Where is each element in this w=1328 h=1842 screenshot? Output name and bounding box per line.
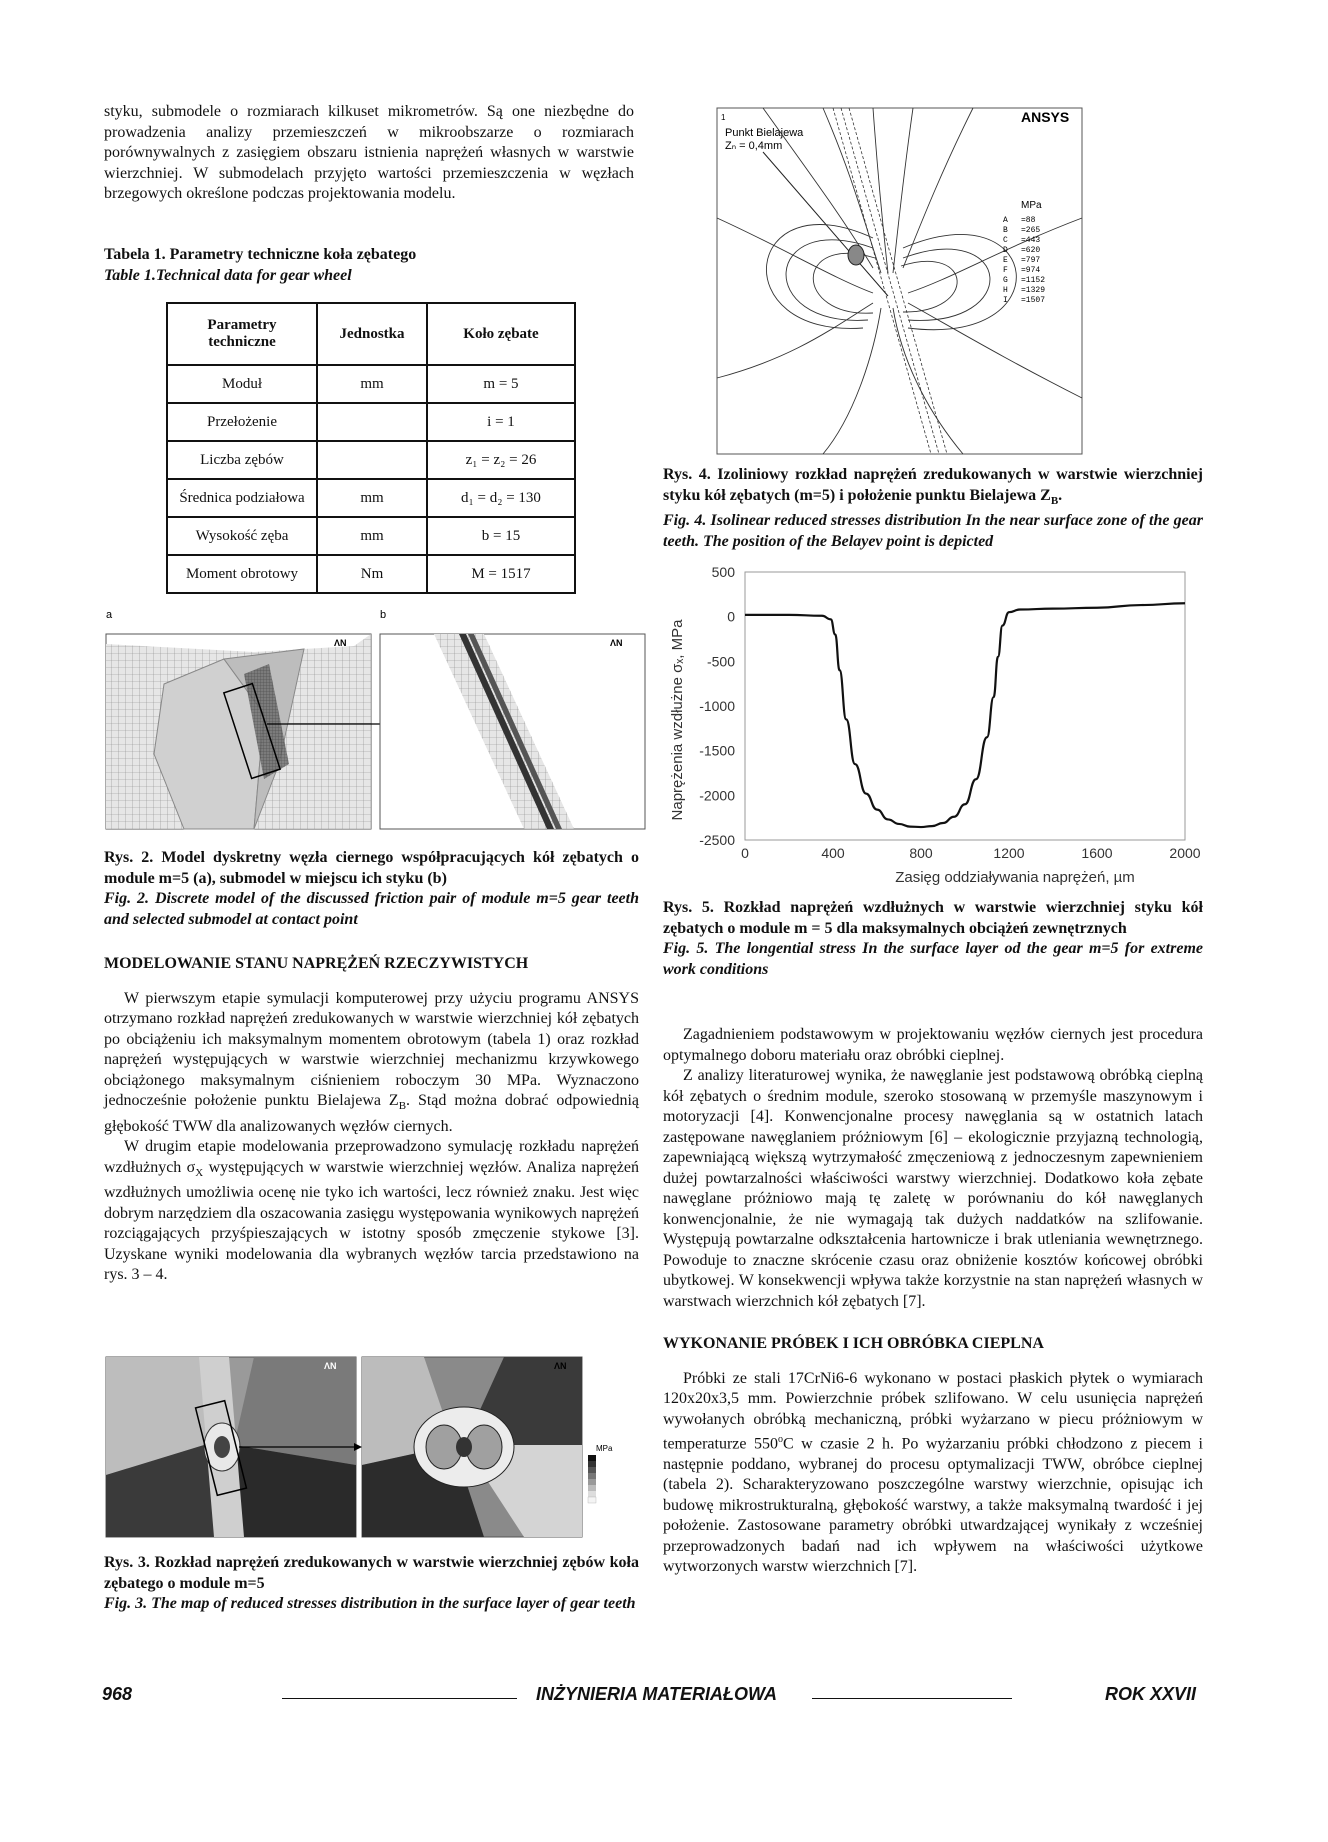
right-p3-text-a: Próbki ze stali 17CrNi6-6 wykonano w postaci płaskich płytek o wymiarach 120x20x3,5 mm. Powierzchnie próbek szlifowano. W celu usunięcia naprężeń wywołanych obróbką mechaniczną, próbki wyżarzano w piecu próżniowym w temperaturze 550	[663, 1369, 1203, 1453]
table-cell: Średnica podziałowa	[167, 479, 317, 517]
table-cell	[317, 403, 427, 441]
legend-key: F	[1003, 266, 1008, 275]
section-modelowanie	[104, 954, 639, 1286]
table-row	[167, 555, 575, 593]
table1-caption-en: Table 1.Technical data for gear wheel	[104, 266, 352, 284]
stress-series-line	[745, 603, 1185, 827]
legend-key: E	[1003, 256, 1008, 265]
legend-key: G	[1003, 276, 1008, 285]
fig5-caption-en: Fig. 5. The longential stress In the surface layer od the gear m=5 for extreme work conditions	[663, 940, 1203, 978]
svg-text:ΛN: ΛN	[554, 1361, 567, 1371]
right-paragraph-2: Z analizy literaturowej wynika, że nawęglanie jest podstawową obróbką cieplną kół zębatych o średnim module, szeroko stosowaną w przemyśle maszynowym i motoryzacji [4]. Konwencjonalne procesy nawęglania są w ostatnich latach zastępowane nawęglaniem próżniowym [6] – ekologicznie przyjazną technologią, zapewniającą większą wytrzymałość zmęczeniową z jednoczesnym zapewnieniem dużej powtarzalności właściwości warstwy wierzchniej. Dodatkowo koła zębate nawęglane próżniowo mają tę zaletę w porównaniu do kół nawęglanych konwencjonalnie, że nie wymagają tak dużych naddatków na szlifowanie. Występują powtarzalne odkształcenia hartownicze i brak utleniania wewnętrznego. Powoduje to znaczne skrócenie czasu oraz obniżenie kosztów końcowej obróbki ubytkowej. W konsekwencji wpływa także korzystnie na stan naprężeń własnych w warstwach wierzchnich kół zębatych [7].	[663, 1067, 1203, 1310]
legend-key: C	[1003, 236, 1008, 245]
y-tick-labels	[699, 564, 735, 848]
fig5-caption-pl: Rys. 5. Rozkład naprężeń wzdłużnych w warstwie wierzchniej styku kół zębatych o module m = 5 dla maksymalnych obciążeń zewnętrznych	[663, 899, 1203, 937]
fig3-caption-en: Fig. 3. The map of reduced stresses distribution in the surface layer of gear teeth	[104, 1595, 636, 1612]
figure-2-graphic	[104, 604, 649, 834]
section1-p1-text-a: W pierwszym etapie symulacji komputerowej przy użyciu programu ANSYS otrzymano rozkład naprężeń zredukowanych w warstwie wierzchniej kół zębatych po obciążeniu ich maksymalnym momentem obrotowym (tabela 1) oraz rozkład naprężeń występujących w warstwie wierzchniej mechanizmu krzywkowego obciążonego maksymalnym ciśnieniem roboczym 30 MPa. Wyznaczono jednocześnie położenie punktu Bielajewa Z	[104, 989, 639, 1109]
table-cell: z₁ = z₂ = 26	[427, 441, 575, 479]
page-footer	[102, 1680, 1202, 1710]
legend-value: =265	[1021, 226, 1041, 235]
table1-caption-pl: Tabela 1. Parametry techniczne koła zębatego	[104, 246, 417, 263]
x-tick-labels	[741, 845, 1200, 861]
section1-p1-text-b: . Stąd można dobrać odpowiednią głębokość TWW dla analizowanych węzłów ciernych.	[104, 1092, 639, 1135]
fig4-caption-en: Fig. 4. Isolinear reduced stresses distribution In the near surface zone of the gear teeth. The position of the Belayev point is depicted	[663, 512, 1203, 550]
technical-data-table	[166, 302, 576, 594]
fig3-legend-title: MPa	[596, 1444, 613, 1453]
table-cell: d₁ = d₂ = 130	[427, 479, 575, 517]
intro-paragraph	[104, 102, 634, 205]
fig3-color-legend	[588, 1455, 596, 1503]
fig4-caption-pl-b: .	[1058, 486, 1063, 504]
section1-p2-text-a: W drugim etapie modelowania przeprowadzono symulację rozkładu naprężeń wzdłużnych σ	[104, 1138, 639, 1176]
fig4-caption-pl-a: Rys. 4. Izoliniowy rozkład naprężeń zredukowanych w warstwie wierzchniej styku kół zębatych (m=5) i położenie punktu Bielajewa Z	[663, 466, 1203, 504]
y-axis-label: Naprężenia wzdłużne σₓ, MPa	[669, 619, 686, 821]
figure-3-graphic	[104, 1355, 644, 1540]
fig2-caption-en: Fig. 2. Discrete model of the discussed friction pair of module m=5 gear teeth and selected submodel at contact point	[104, 890, 639, 928]
y-tick-label: 500	[711, 564, 735, 580]
table-header-cell: Parametry techniczne	[167, 303, 317, 365]
right-paragraph-1: Zagadnieniem podstawowym w projektowaniu węzłów ciernych jest procedura optymalnego doboru materiału oraz obróbki cieplnej.	[663, 1026, 1203, 1064]
legend-key: H	[1003, 286, 1008, 295]
section1-p2-sub: X	[195, 1166, 204, 1179]
table-cell: Wysokość zęba	[167, 517, 317, 555]
table-row	[167, 441, 575, 479]
right-paragraph-3	[663, 1369, 1203, 1578]
volume-label: ROK XXVII	[1104, 1684, 1196, 1704]
x-axis-label: Zasięg oddziaływania naprężeń, µm	[895, 869, 1135, 886]
fig4-caption-pl-sub: B	[1050, 494, 1059, 507]
y-tick-label: -1000	[699, 698, 735, 714]
table-row	[167, 365, 575, 403]
footer-rule-right	[812, 1698, 1012, 1699]
table-cell: mm	[317, 365, 427, 403]
y-tick-label: -2000	[699, 787, 735, 804]
page-number: 968	[102, 1684, 133, 1704]
figure-5-caption	[663, 898, 1203, 980]
fig2-label-b: b	[380, 609, 387, 621]
x-tick-label: 1600	[1081, 845, 1113, 861]
legend-value: =1329	[1021, 286, 1046, 295]
fig4-corner-label: 1	[721, 113, 726, 122]
y-tick-label: -1500	[699, 742, 735, 759]
fig4-caption-pl	[663, 465, 1203, 511]
svg-text:ΛN: ΛN	[334, 638, 347, 648]
svg-text:ΛN: ΛN	[610, 638, 623, 648]
right-body-text	[663, 1025, 1203, 1578]
fig3-caption-pl: Rys. 3. Rozkład naprężeń zredukowanych w warstwie wierzchniej zębów koła zębatego o module m=5	[104, 1554, 639, 1592]
table-cell: mm	[317, 479, 427, 517]
x-tick-label: 1200	[993, 845, 1025, 861]
table-row	[167, 403, 575, 441]
footer-rule-left	[282, 1698, 517, 1699]
legend-value: =974	[1021, 266, 1041, 275]
figure-3	[104, 1355, 644, 1540]
figure-4	[703, 98, 1098, 460]
x-tick-label: 2000	[1169, 845, 1200, 861]
table-cell: b = 15	[427, 517, 575, 555]
journal-name: INŻYNIERIA MATERIAŁOWA	[536, 1684, 777, 1704]
figure-5-chart	[660, 560, 1200, 890]
table-cell: Przełożenie	[167, 403, 317, 441]
plot-frame	[745, 572, 1185, 840]
section1-paragraph-1	[104, 989, 639, 1138]
legend-key: I	[1003, 296, 1008, 305]
y-tick-label: -500	[706, 653, 735, 670]
legend-key: B	[1003, 226, 1008, 235]
figure-3-caption	[104, 1553, 639, 1615]
x-tick-label: 0	[741, 845, 749, 861]
fig2-label-a: a	[106, 609, 113, 621]
intro-text: styku, submodele o rozmiarach kilkuset mikrometrów. Są one niezbędne do prowadzenia analizy przemieszczeń w mikroobszarze o rozmiarach porównywalnych z zasięgiem obszaru istnienia naprężeń własnych w warstwie wierzchniej. W submodelach przyjęto wartości przemieszczenia w węzłach brzegowych określone podczas projektowania modelu.	[104, 103, 634, 202]
fig4-legend-title: MPa	[1021, 200, 1042, 211]
right-p3-text-b: C w czasie 2 h. Po wyżarzaniu próbki chłodzono z piecem i następnie poddano, wybranej do procesu optymalizacji TWW, obróbce cieplnej (tabela 2). Scharakteryzowano poszczególne warstwy wierzchnie, opisując ich budowę mikrostrukturalną, głębokość warstwy, a także maksymalną twardość i jej położenie. Zastosowane parametry obróbki utwardzającej wynikały z wcześniej przeprowadzonych badań nad ich wpływem na właściwości użytkowe wytworzonych warstw wierzchnich [7].	[663, 1435, 1203, 1576]
section1-p2-text-b: występujących w warstwie wierzchniej węzłów. Analiza naprężeń wzdłużnych umożliwia ocenę nie tyko ich wartości, lecz również znaku. Jest więc dobrym narzędziem dla oszacowania zasięgu występowania wynikowych naprężeń rozciągających przyśpieszających w istotny sposób zmęczenie stykowe [3]. Uzyskane wyniki modelowania dla wybranych węzłów tarcia przedstawiono na rys. 3 – 4.	[104, 1158, 639, 1284]
table-cell: Liczba zębów	[167, 441, 317, 479]
svg-text:ΛN: ΛN	[324, 1361, 337, 1371]
figure-2-caption	[104, 848, 639, 930]
table-row	[167, 479, 575, 517]
table-cell: i = 1	[427, 403, 575, 441]
table-header-row	[167, 303, 575, 365]
figure-4-graphic	[703, 98, 1098, 460]
belyaev-point-label: Punkt Bielajewa	[725, 127, 804, 139]
legend-value: =797	[1021, 256, 1041, 265]
table-cell: m = 5	[427, 365, 575, 403]
belyaev-depth-label: Zₙ = 0,4mm	[725, 140, 783, 152]
degree-sup: o	[777, 1434, 783, 1445]
legend-key: D	[1003, 246, 1008, 255]
fig2-caption-pl: Rys. 2. Model dyskretny węzła ciernego współpracujących kół zębatych o module m=5 (a), submodel w miejscu ich styku (b)	[104, 849, 639, 887]
ansys-logo: ANSYS	[1021, 109, 1070, 125]
table-cell: M = 1517	[427, 555, 575, 593]
figure-2	[104, 604, 649, 834]
legend-value: =620	[1021, 246, 1041, 255]
stress-chart	[660, 560, 1200, 890]
x-tick-label: 800	[909, 845, 933, 861]
max-stress-zone	[848, 245, 864, 265]
table-header-cell: Koło zębate	[427, 303, 575, 365]
table-row	[167, 517, 575, 555]
chart-axes	[745, 572, 1185, 840]
section2-title: WYKONANIE PRÓBEK I ICH OBRÓBKA CIEPLNA	[663, 1335, 1044, 1352]
section1-title: MODELOWANIE STANU NAPRĘŻEŃ RZECZYWISTYCH	[104, 955, 529, 972]
legend-value: =1152	[1021, 276, 1046, 285]
table-cell: Moduł	[167, 365, 317, 403]
table-cell: mm	[317, 517, 427, 555]
legend-key: A	[1003, 216, 1008, 225]
table-cell: Nm	[317, 555, 427, 593]
figure-4-caption	[663, 465, 1203, 552]
legend-value: =88	[1021, 216, 1036, 225]
y-tick-label: 0	[727, 608, 735, 625]
table-cell: Moment obrotowy	[167, 555, 317, 593]
table-header-cell: Jednostka	[317, 303, 427, 365]
legend-value: =1507	[1021, 296, 1046, 305]
table-cell	[317, 441, 427, 479]
table1-caption	[104, 245, 634, 286]
x-tick-label: 400	[821, 845, 845, 861]
legend-value: =443	[1021, 236, 1041, 245]
y-tick-label: -2500	[699, 832, 735, 848]
section1-p1-sub: B	[398, 1100, 407, 1113]
section1-paragraph-2	[104, 1137, 639, 1286]
